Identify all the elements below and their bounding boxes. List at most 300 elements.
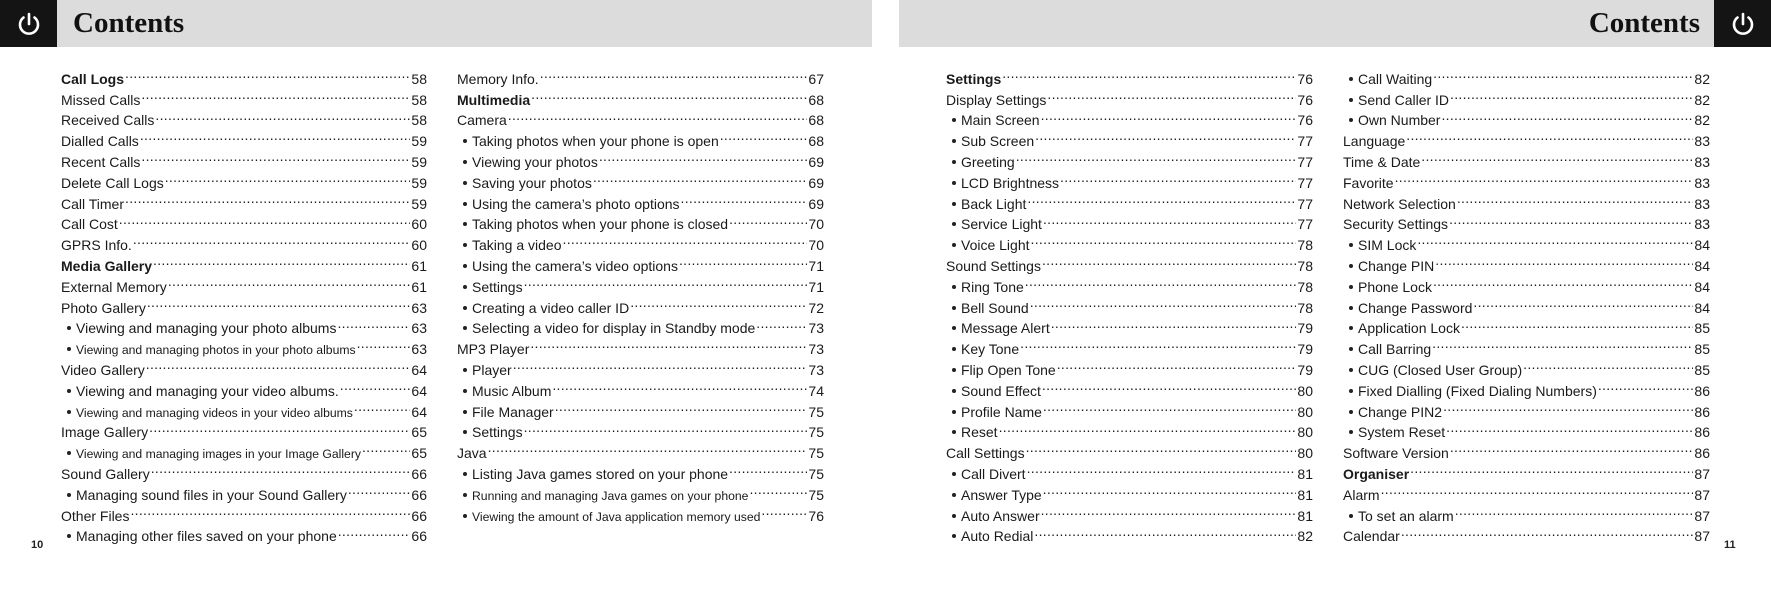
toc-entry-label: Viewing and managing your video albums.	[76, 382, 339, 399]
toc-entry-label: CUG (Closed User Group)	[1358, 361, 1523, 378]
toc-entry-page: 70	[808, 237, 824, 254]
toc-column-4	[1343, 63, 1710, 545]
bullet-icon	[952, 493, 956, 497]
toc-entry-page: 83	[1694, 133, 1710, 150]
toc-entry-page: 83	[1694, 174, 1710, 191]
toc-entry-label: Sound Gallery	[61, 465, 150, 482]
toc-entry-label: GPRS Info.	[61, 237, 132, 254]
toc-entry-page: 69	[808, 153, 824, 170]
bullet-icon	[952, 306, 956, 310]
toc-entry-page: 78	[1297, 237, 1313, 254]
bullet-icon	[67, 410, 71, 414]
toc-entry-label: Viewing your photos	[472, 153, 598, 170]
dot-leader	[1456, 188, 1694, 209]
bullet-icon	[952, 430, 956, 434]
toc-entry-label: Creating a video caller ID	[472, 299, 630, 316]
toc-entry-page: 66	[411, 528, 427, 545]
toc-entry-label: Message Alert	[961, 320, 1050, 337]
toc-subentry	[457, 375, 824, 399]
toc-entry-page: 59	[411, 153, 427, 170]
toc-entry-page: 84	[1694, 257, 1710, 274]
toc-entry-label: Settings	[946, 70, 1002, 87]
toc-entry-label: Sub Screen	[961, 133, 1035, 150]
dot-leader	[1454, 500, 1694, 521]
toc-entry-page: 63	[411, 341, 427, 358]
toc-entry-label: Call Waiting	[1358, 70, 1433, 87]
toc-entry-label: Display Settings	[946, 91, 1047, 108]
bullet-icon	[952, 368, 956, 372]
toc-entry-page: 85	[1694, 341, 1710, 358]
toc-entry-page: 86	[1694, 445, 1710, 462]
toc-entry-label: LCD Brightness	[961, 174, 1060, 191]
toc-entry-page: 80	[1297, 424, 1313, 441]
power-icon	[14, 9, 44, 39]
toc-entry-label: To set an alarm	[1358, 507, 1454, 524]
toc-section-heading	[61, 63, 427, 87]
dot-leader	[539, 63, 808, 84]
toc-entry-label: Missed Calls	[61, 91, 141, 108]
dot-leader	[361, 437, 410, 458]
toc-subentry	[1343, 63, 1710, 87]
bullet-icon	[1349, 347, 1353, 351]
toc-entry-page: 73	[808, 361, 824, 378]
toc-entry-page: 73	[808, 320, 824, 337]
toc-entry-label: Camera	[457, 112, 507, 129]
bullet-icon	[1349, 98, 1353, 102]
toc-column-2	[457, 63, 824, 524]
toc-entry-page: 85	[1694, 320, 1710, 337]
dot-leader	[164, 167, 411, 188]
dot-leader	[1449, 437, 1694, 458]
toc-entry-page: 59	[411, 174, 427, 191]
toc-entry-page: 66	[411, 465, 427, 482]
toc-entry-page: 65	[411, 424, 427, 441]
dot-leader	[1420, 146, 1693, 167]
bullet-icon	[463, 222, 467, 226]
dot-leader	[728, 209, 807, 230]
dot-leader	[1030, 229, 1297, 250]
toc-subentry	[1343, 500, 1710, 524]
toc-entry-label: Using the camera’s photo options	[472, 195, 680, 212]
dot-leader	[145, 354, 411, 375]
toc-entry-page: 75	[808, 445, 824, 462]
toc-entry-label: Settings	[472, 424, 523, 441]
dot-leader	[1041, 250, 1296, 271]
bullet-icon	[952, 222, 956, 226]
bullet-icon	[463, 202, 467, 206]
toc-entry-label: Music Album	[472, 382, 552, 399]
toc-entry-page: 82	[1694, 70, 1710, 87]
toc-entry-page: 60	[411, 237, 427, 254]
toc-entry	[1343, 167, 1710, 191]
right-page-title: Contents	[1588, 7, 1700, 39]
toc-entry-page: 69	[808, 195, 824, 212]
dot-leader	[487, 437, 808, 458]
bullet-icon	[952, 202, 956, 206]
dot-leader	[1380, 479, 1694, 500]
bullet-icon	[1349, 306, 1353, 310]
toc-entry-page: 64	[411, 361, 427, 378]
bullet-icon	[952, 514, 956, 518]
toc-entry-label: Network Selection	[1343, 195, 1456, 212]
bullet-icon	[463, 139, 467, 143]
bullet-icon	[463, 514, 467, 518]
dot-leader	[1040, 105, 1297, 126]
dot-leader	[523, 271, 808, 292]
dot-leader	[337, 521, 411, 542]
toc-entry-label: Viewing and managing images in your Image Gallery	[76, 447, 361, 462]
dot-leader	[1015, 146, 1297, 167]
toc-entry-label: System Reset	[1358, 424, 1446, 441]
dot-leader	[998, 417, 1297, 438]
toc-entry-label: Back Light	[961, 195, 1027, 212]
power-icon	[1728, 9, 1758, 39]
dot-leader	[1472, 292, 1693, 313]
dot-leader	[1025, 437, 1297, 458]
toc-entry-label: Change PIN	[1358, 257, 1435, 274]
toc-entry-label: Viewing and managing videos in your video albums	[76, 405, 353, 420]
bullet-icon	[1349, 368, 1353, 372]
toc-entry-label: Application Lock	[1358, 320, 1460, 337]
bullet-icon	[67, 534, 71, 538]
bullet-icon	[952, 326, 956, 330]
toc-entry-page: 77	[1297, 153, 1313, 170]
bullet-icon	[952, 472, 956, 476]
dot-leader	[592, 167, 808, 188]
toc-entry-page: 87	[1694, 507, 1710, 524]
toc-entry-label: Other Files	[61, 507, 130, 524]
toc-entry-label: Greeting	[961, 153, 1015, 170]
toc-entry-label: Service Light	[961, 216, 1042, 233]
toc-entry-label: MP3 Player	[457, 341, 530, 358]
bullet-icon	[952, 118, 956, 122]
bullet-icon	[952, 160, 956, 164]
toc-entry-label: Selecting a video for display in Standby mode	[472, 320, 756, 337]
toc-entry-label: Time & Date	[1343, 153, 1421, 170]
toc-entry-page: 63	[411, 320, 427, 337]
bullet-icon	[952, 389, 956, 393]
bullet-icon	[952, 243, 956, 247]
toc-entry-label: Alarm	[1343, 486, 1380, 503]
bullet-icon	[463, 306, 467, 310]
toc-entry-label: Settings	[472, 278, 523, 295]
toc-entry-label: Auto Redial	[961, 528, 1034, 545]
dot-leader	[124, 63, 410, 84]
dot-leader	[680, 188, 808, 209]
toc-entry-page: 86	[1694, 382, 1710, 399]
dot-leader	[1394, 167, 1694, 188]
toc-entry-label: Key Tone	[961, 341, 1020, 358]
toc-entry-page: 76	[1297, 91, 1313, 108]
toc-entry-page: 64	[411, 382, 427, 399]
toc-entry-label: Phone Lock	[1358, 278, 1432, 295]
toc-entry-label: Viewing the amount of Java application memory used	[472, 509, 761, 524]
toc-entry-label: Main Screen	[961, 112, 1040, 129]
bullet-icon	[463, 181, 467, 185]
toc-entry-label: Call Logs	[61, 70, 125, 87]
bullet-icon	[1349, 410, 1353, 414]
toc-entry-page: 65	[411, 445, 427, 462]
toc-entry-label: Voice Light	[961, 237, 1030, 254]
toc-column-3	[946, 63, 1313, 545]
toc-entry-page: 87	[1694, 486, 1710, 503]
dot-leader	[140, 146, 410, 167]
dot-leader	[1432, 63, 1693, 84]
toc-entry-label: Sound Effect	[961, 382, 1041, 399]
toc-entry-page: 59	[411, 195, 427, 212]
dot-leader	[1400, 521, 1694, 542]
dot-leader	[336, 313, 410, 334]
toc-subentry	[457, 354, 824, 378]
toc-entry-label: Reset	[961, 424, 998, 441]
toc-entry	[457, 105, 824, 129]
dot-leader	[356, 333, 411, 354]
bullet-icon	[463, 368, 467, 372]
toc-entry-page: 72	[808, 299, 824, 316]
dot-leader	[339, 375, 411, 396]
toc-entry-label: Security Settings	[1343, 216, 1449, 233]
dot-leader	[150, 458, 411, 479]
toc-entry-label: Call Cost	[61, 216, 118, 233]
bullet-icon	[1349, 77, 1353, 81]
toc-entry-label: Viewing and managing your photo albums	[76, 320, 337, 337]
dot-leader	[719, 125, 808, 146]
toc-entry	[1343, 188, 1710, 212]
toc-entry-page: 83	[1694, 195, 1710, 212]
toc-entry	[457, 437, 824, 462]
toc-section-heading	[946, 63, 1313, 87]
toc-entry-page: 84	[1694, 299, 1710, 316]
toc-entry-page: 76	[1297, 112, 1313, 129]
dot-leader	[748, 479, 807, 500]
left-power-badge	[0, 0, 57, 47]
bullet-icon	[67, 389, 71, 393]
bullet-icon	[67, 347, 71, 351]
toc-entry-page: 84	[1694, 278, 1710, 295]
dot-leader	[554, 396, 808, 417]
toc-entry-page: 76	[1297, 70, 1313, 87]
bullet-icon	[463, 285, 467, 289]
dot-leader	[1056, 354, 1297, 375]
toc-entry-label: Received Calls	[61, 112, 155, 129]
toc-entry-label: Answer Type	[961, 486, 1042, 503]
toc-entry-label: Call Settings	[946, 445, 1025, 462]
toc-entry-label: Call Timer	[61, 195, 125, 212]
bullet-icon	[1349, 514, 1353, 518]
toc-entry-page: 60	[411, 216, 427, 233]
dot-leader	[529, 333, 807, 354]
dot-leader	[1416, 229, 1693, 250]
bullet-icon	[952, 410, 956, 414]
toc-column-1	[61, 63, 427, 545]
toc-entry-page: 77	[1297, 174, 1313, 191]
toc-entry-label: Viewing and managing photos in your photo albums	[76, 343, 356, 358]
toc-entry-page: 75	[808, 486, 824, 503]
bullet-icon	[1349, 430, 1353, 434]
toc-subentry	[457, 458, 824, 482]
toc-entry-page: 76	[808, 507, 824, 524]
toc-subentry	[457, 125, 824, 150]
toc-entry-label: Delete Call Logs	[61, 174, 164, 191]
bullet-icon	[952, 181, 956, 185]
toc-entry-label: Ring Tone	[961, 278, 1024, 295]
dot-leader	[629, 292, 807, 313]
toc-entry-page: 81	[1297, 507, 1313, 524]
right-page-number: 11	[1724, 539, 1736, 551]
toc-entry-label: Favorite	[1343, 174, 1394, 191]
dot-leader	[1026, 458, 1297, 479]
dot-leader	[1029, 292, 1297, 313]
dot-leader	[118, 209, 411, 230]
toc-entry-label: Calendar	[1343, 528, 1400, 545]
toc-entry-label: Profile Name	[961, 403, 1042, 420]
bullet-icon	[463, 472, 467, 476]
toc-entry-label: Media Gallery	[61, 257, 153, 274]
toc-entry-page: 81	[1297, 486, 1313, 503]
toc-entry-label: Language	[1343, 133, 1406, 150]
dot-leader	[530, 84, 807, 105]
toc-entry-page: 73	[808, 341, 824, 358]
toc-entry-page: 80	[1297, 445, 1313, 462]
bullet-icon	[1349, 285, 1353, 289]
toc-entry-page: 58	[411, 70, 427, 87]
bullet-icon	[463, 430, 467, 434]
toc-entry-page: 58	[411, 112, 427, 129]
toc-entry	[457, 63, 824, 87]
toc-entry-page: 61	[411, 257, 427, 274]
toc-entry-label: Video Gallery	[61, 361, 145, 378]
toc-entry-label: Using the camera’s video options	[472, 257, 678, 274]
dot-leader	[1050, 313, 1297, 334]
toc-entry-page: 68	[808, 133, 824, 150]
toc-entry-page: 77	[1297, 133, 1313, 150]
toc-entry-label: Saving your photos	[472, 174, 592, 191]
toc-entry-label: Memory Info.	[457, 70, 539, 87]
dot-leader	[523, 417, 808, 438]
dot-leader	[1024, 271, 1297, 292]
dot-leader	[132, 229, 411, 250]
toc-entry-page: 75	[808, 403, 824, 420]
dot-leader	[512, 354, 808, 375]
toc-entry-label: Send Caller ID	[1358, 91, 1450, 108]
toc-entry-page: 58	[411, 91, 427, 108]
bullet-icon	[67, 451, 71, 455]
dot-leader	[1449, 84, 1693, 105]
toc-entry-label: Recent Calls	[61, 153, 141, 170]
dot-leader	[760, 500, 807, 521]
toc-entry-label: Fixed Dialling (Fixed Dialing Numbers)	[1358, 382, 1597, 399]
toc-entry-label: Managing other files saved on your phone	[76, 528, 337, 545]
dot-leader	[1409, 458, 1693, 479]
toc-entry-page: 78	[1297, 257, 1313, 274]
toc-entry-page: 86	[1694, 424, 1710, 441]
dot-leader	[551, 375, 807, 396]
toc-entry-page: 82	[1297, 528, 1313, 545]
dot-leader	[1597, 375, 1694, 396]
toc-entry-label: Player	[472, 361, 512, 378]
toc-entry-page: 71	[808, 278, 824, 295]
dot-leader	[1040, 500, 1297, 521]
dot-leader	[140, 84, 410, 105]
toc-entry-page: 80	[1297, 382, 1313, 399]
left-page-number: 10	[31, 539, 44, 551]
toc-entry-label: Listing Java games stored on your phone	[472, 465, 729, 482]
dot-leader	[1046, 84, 1296, 105]
dot-leader	[146, 292, 411, 313]
dot-leader	[1431, 333, 1693, 354]
bullet-icon	[952, 285, 956, 289]
dot-leader	[1460, 313, 1693, 334]
toc-entry-label: Taking a video	[472, 237, 562, 254]
toc-entry-page: 86	[1694, 403, 1710, 420]
toc-entry-label: Organiser	[1343, 465, 1410, 482]
bullet-icon	[463, 160, 467, 164]
dot-leader	[678, 250, 807, 271]
toc-subentry	[946, 417, 1313, 441]
toc-entry-page: 83	[1694, 216, 1710, 233]
toc-entry-label: Managing sound files in your Sound Gallery	[76, 486, 347, 503]
dot-leader	[1434, 250, 1693, 271]
toc-entry-label: Change PIN2	[1358, 403, 1443, 420]
dot-leader	[1034, 125, 1296, 146]
toc-entry-label: Java	[457, 445, 487, 462]
toc-entry-page: 81	[1297, 465, 1313, 482]
dot-leader	[1041, 375, 1297, 396]
toc-entry-page: 66	[411, 486, 427, 503]
toc-entry-label: External Memory	[61, 278, 167, 295]
bullet-icon	[1349, 389, 1353, 393]
toc-entry-page: 82	[1694, 91, 1710, 108]
toc-entry-label: Bell Sound	[961, 299, 1029, 316]
dot-leader	[1033, 521, 1296, 542]
toc-entry	[946, 437, 1313, 462]
toc-entry-page: 68	[808, 112, 824, 129]
toc-entry-page: 83	[1694, 153, 1710, 170]
dot-leader	[1042, 209, 1296, 230]
dot-leader	[755, 313, 807, 334]
bullet-icon	[463, 243, 467, 247]
toc-entry	[1343, 479, 1710, 503]
toc-entry-label: Own Number	[1358, 112, 1441, 129]
toc-entry-page: 77	[1297, 216, 1313, 233]
dot-leader	[1001, 63, 1296, 84]
toc-entry-page: 68	[808, 91, 824, 108]
dot-leader	[353, 396, 411, 417]
toc-entry-page: 78	[1297, 278, 1313, 295]
dot-leader	[129, 500, 410, 521]
toc-entry-page: 77	[1297, 195, 1313, 212]
toc-entry-label: Photo Gallery	[61, 299, 146, 316]
toc-entry-page: 59	[411, 133, 427, 150]
bullet-icon	[952, 139, 956, 143]
toc-entry-page: 80	[1297, 403, 1313, 420]
toc-entry-label: Multimedia	[457, 91, 531, 108]
dot-leader	[1522, 354, 1693, 375]
bullet-icon	[67, 493, 71, 497]
dot-leader	[1026, 188, 1296, 209]
left-page-title: Contents	[73, 7, 185, 39]
toc-entry-page: 84	[1694, 237, 1710, 254]
toc-entry-page: 74	[808, 382, 824, 399]
dot-leader	[562, 229, 808, 250]
toc-entry-label: Dialled Calls	[61, 133, 139, 150]
toc-entry-page: 79	[1297, 361, 1313, 378]
toc-entry-label: Call Barring	[1358, 341, 1432, 358]
toc-entry-page: 64	[411, 403, 427, 420]
toc-entry-page: 63	[411, 299, 427, 316]
toc-entry-label: Taking photos when your phone is closed	[472, 216, 729, 233]
toc-entry-label: File Manager	[472, 403, 554, 420]
